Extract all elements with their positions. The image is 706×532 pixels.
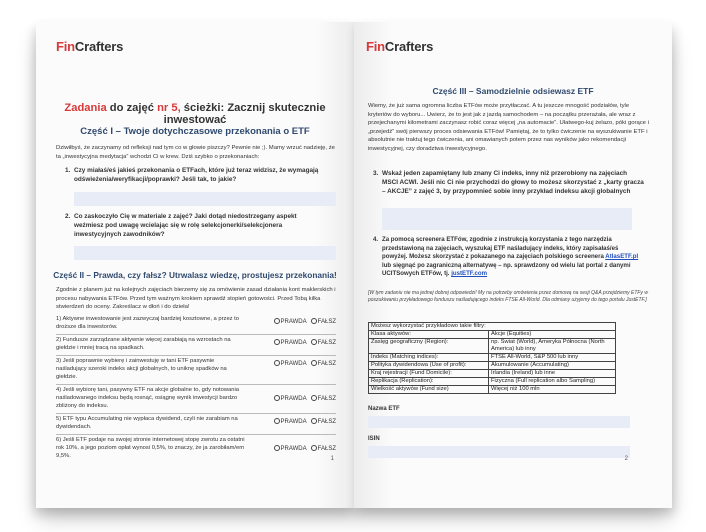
divider <box>56 413 336 414</box>
statement-options <box>274 339 336 347</box>
section1-title: Część I – Twoje dotychczasowe przekonania o ETF <box>80 126 310 137</box>
answer-box-2[interactable] <box>74 246 336 260</box>
filter-key: Wielkość aktywów (Fund size) <box>369 385 489 393</box>
filter-key: Replikacja (Replication): <box>369 377 489 385</box>
title-rest: ścieżki: Zacznij skutecznie inwestować <box>163 102 326 126</box>
question-4-number: 4. <box>373 236 379 243</box>
section2-title: Część II – Prawda, czy fałsz? Utrwalasz wiedzę, prostujesz przekonania! <box>53 270 337 280</box>
title-red: Zadania <box>64 102 107 114</box>
statement-row-1 <box>56 316 336 332</box>
option-true-label: PRAWDA <box>280 340 307 346</box>
statement-row-2 <box>56 337 336 353</box>
filter-value: Fizyczna (Full replication albo Sampling) <box>489 377 616 385</box>
radio-false[interactable] <box>311 418 317 424</box>
filter-value: Akcje (Equities) <box>489 330 616 338</box>
statement-row-5 <box>56 416 336 432</box>
title-num: nr 5, <box>157 102 181 114</box>
radio-true[interactable] <box>274 418 280 424</box>
brand-crafters: Crafters <box>384 39 434 54</box>
option-false-label: FAŁSZ <box>317 396 336 402</box>
statement-text: 6) Jeśli ETF podaje na swojej stronie internetowej stopę zwrotu za ostatni rok 10%, a jego poziom opłat wynosi 0,5%, to znaczy, że ja zarobiłam/em 9,5%. <box>56 437 245 459</box>
brand-fin: Fin <box>56 39 75 54</box>
question-3 <box>373 170 644 197</box>
question-4-text-a: Za pomocą screenera ETFów, zgodnie z instrukcją korzystania z tego narzędzia przedstawioną na zajęciach, wyszukaj ETF naśladujący indeks, który zapisałaś/eś powyżej. Możesz skorzystać z pokazanego na zajęciach polskiego screenera <box>382 236 619 261</box>
filter-value: Akumulowanie (Accumulating) <box>489 361 616 369</box>
page-title <box>36 102 354 126</box>
filter-value: np. Świat (World), Ameryka Północna (North America) lub inny <box>489 338 616 353</box>
question-2-number: 2. <box>65 213 71 220</box>
table-header-row <box>369 323 616 331</box>
section1-intro: Dziwiłbyś, że zaczynamy od refleksji nad tym co w głowie piszczy? Pewnie nie ;). Mamy wrzuć nadzieję, że ta „inwestycyjna medytacja” wchodzi Ci w krew. Dziś szybko o przekonaniach: <box>56 145 335 160</box>
table-row <box>369 369 616 377</box>
page-number: 1 <box>330 456 334 462</box>
statement-text: 2) Fundusze zarządzane aktywnie więcej zarabiają na wzrostach na giełdzie i mniej tracą na spadkach. <box>56 337 231 351</box>
option-false-label: FAŁSZ <box>317 340 336 346</box>
answer-box-3[interactable] <box>382 208 632 230</box>
option-true-label: PRAWDA <box>280 361 307 367</box>
filter-key: Klasa aktywów: <box>369 330 489 338</box>
etf-name-field[interactable] <box>368 416 630 428</box>
filter-value: Więcej niż 100 mln <box>489 385 616 393</box>
isin-label: ISIN <box>368 436 380 442</box>
divider <box>56 384 336 385</box>
option-true-label: PRAWDA <box>280 446 307 452</box>
statement-options <box>274 445 336 453</box>
section2-intro: Zgodnie z planem już na kolejnych zajęciach bierzemy się za omówienie zasad działania kont maklerskich i procesu nabywania ETFów. Przed tym ważnym krokiem sprawdź stopień gotowości. Przed Tobą kilka stwierdzeń do oceny. Zakreślacz w dłoń i do dzieła! <box>56 287 336 311</box>
option-true-label: PRAWDA <box>280 419 307 425</box>
brand-logo <box>366 39 433 54</box>
task-note: [W tym zadaniu nie ma jednej dobrej odpowiedzi! My na potrzeby omówienia przez domową na sesji Q&A przejdziemy ETFy w poszukiwaniu przykładowego funduszu naśladującego indeks FTSE All-World. Dla odmiany użyjemy do tego portalu JustETF.] <box>368 290 648 304</box>
filter-value: Irlandia (Ireland) lub inne <box>489 369 616 377</box>
radio-true[interactable] <box>274 318 280 324</box>
divider <box>56 434 336 435</box>
option-true-label: PRAWDA <box>280 319 307 325</box>
answer-box-1[interactable] <box>74 192 336 206</box>
table-row <box>369 338 616 353</box>
brand-fin: Fin <box>366 39 385 54</box>
justetf-link[interactable]: justETF.com <box>451 270 488 278</box>
radio-true[interactable] <box>274 360 280 366</box>
filter-key: Kraj rejestracji (Fund Domicile): <box>369 369 489 377</box>
statement-text: 5) ETF typu Accumulating nie wypłaca dywidend, czyli nie zarabiam na dywidendach. <box>56 416 238 430</box>
statement-text: 1) Aktywne inwestowanie jest zazwyczaj bardziej kosztowne, a przez to droższe dla inwestorów. <box>56 316 240 330</box>
brand-crafters: Crafters <box>74 39 124 54</box>
statement-row-4 <box>56 387 336 410</box>
statement-options <box>274 395 336 403</box>
atlasetf-link[interactable]: AtlasETF.pl <box>605 253 639 261</box>
table-row <box>369 330 616 338</box>
option-false-label: FAŁSZ <box>317 446 336 452</box>
statement-text: 3) Jeśli poprawnie wybierę i zainwestuję w tani ETF pasywnie naśladujący szeroki indeks akcji globalnych, to uniknę spadków na giełdzie. <box>56 358 227 380</box>
page-number: 2 <box>624 456 628 462</box>
statement-text: 4) Jeśli wybiorę tani, pasywny ETF na akcje globalne to, gdy notowania naśladowanego indeksu będą rosnąć, osiągnę wynik inwestycji bardzo zbliżony do indeksu. <box>56 387 240 409</box>
radio-false[interactable] <box>311 360 317 366</box>
statement-row-6 <box>56 437 336 460</box>
option-false-label: FAŁSZ <box>317 361 336 367</box>
radio-false[interactable] <box>311 445 317 451</box>
table-row <box>369 385 616 393</box>
question-1 <box>65 167 324 185</box>
table-row <box>369 361 616 369</box>
filter-value: FTSE All-World, S&P 500 lub inny <box>489 353 616 361</box>
question-1-text: Czy miałaś/eś jakieś przekonania o ETFach, które już teraz widzisz, że wymagają odświeżenia/weryfikacji/poprawki? Jeśli tak, to jakie? <box>74 167 319 183</box>
radio-true[interactable] <box>274 395 280 401</box>
option-true-label: PRAWDA <box>280 396 307 402</box>
statement-row-3 <box>56 358 336 381</box>
radio-true[interactable] <box>274 339 280 345</box>
filter-key: Polityka dywidendowa (Use of profit): <box>369 361 489 369</box>
isin-field[interactable] <box>368 446 630 458</box>
question-3-text: Wskaż jeden zapamiętany lub znany Ci indeks, inny niż przerobiony na zajęciach MSCI ACWI. Jeśli nic Ci nie przychodzi do głowy to możesz skorzystać z „karty gracza – AKCJE” z zajęć 3, by przypomnieć sobie inny przykład indeksu akcji globalnych <box>382 170 644 195</box>
table-row <box>369 377 616 385</box>
radio-false[interactable] <box>311 339 317 345</box>
statement-options <box>274 318 336 326</box>
left-page <box>36 22 354 508</box>
question-4-text-b: lub sięgnąć po zagraniczną alternatywę – np. sprawdzony od wielu lat portal z danymi UCITSowych ETFów, tj. <box>382 261 631 278</box>
section3-title: Część III – Samodzielnie odsiewasz ETF <box>432 86 594 96</box>
radio-true[interactable] <box>274 445 280 451</box>
question-2-text: Co zaskoczyło Cię w materiale z zajęć? Jaki dotąd niedostrzegany aspekt weźmiesz pod uwagę wcielając się w rolę selekcjonerki/selekcjonera inwestycyjnych zawodników? <box>74 213 297 238</box>
radio-false[interactable] <box>311 318 317 324</box>
statement-options <box>274 418 336 426</box>
option-false-label: FAŁSZ <box>317 319 336 325</box>
radio-false[interactable] <box>311 395 317 401</box>
option-false-label: FAŁSZ <box>317 419 336 425</box>
statement-options <box>274 360 336 368</box>
right-page <box>354 22 672 508</box>
divider <box>56 355 336 356</box>
filters-table <box>368 322 616 394</box>
divider <box>56 334 336 335</box>
filter-key: Zasięg geograficzny (Region): <box>369 338 489 353</box>
question-1-number: 1. <box>65 167 71 174</box>
title-mid: do zajęć <box>106 102 158 114</box>
question-3-number: 3. <box>373 170 379 177</box>
brand-logo <box>56 39 123 54</box>
question-4 <box>373 236 644 279</box>
question-2 <box>65 213 324 240</box>
filter-key: Indeks (Matching indices): <box>369 353 489 361</box>
table-header: Możesz wykorzystać przykładowo takie filtry: <box>369 323 616 331</box>
etf-name-label: Nazwa ETF <box>368 406 400 412</box>
section3-intro: Wiemy, że już sama ogromna liczba ETFów może przytłaczać. A tu jeszcze mnogość podziałów, tyle kryteriów do wyboru... Uwierz, że to jest jak z jazdą samochodem – na początku przerażała, ale wraz z przejechanymi kilometrami zaczynasz robić coraz więcej „na automacie”. Ułatwego-kuj żelazo, póki gorące i „przejedź” swój pierwszy proces odsiewania ETFów! Pamiętaj, że to tylko ćwiczenie na wyszukiwanie ETF i absolutnie nie traktuj tego ćwiczenia, ani omawianych potem przez nas wyników jako rekomendacji inwestycyjnej, czy doradztwa inwestycyjnego. <box>368 103 649 152</box>
table-row <box>369 353 616 361</box>
